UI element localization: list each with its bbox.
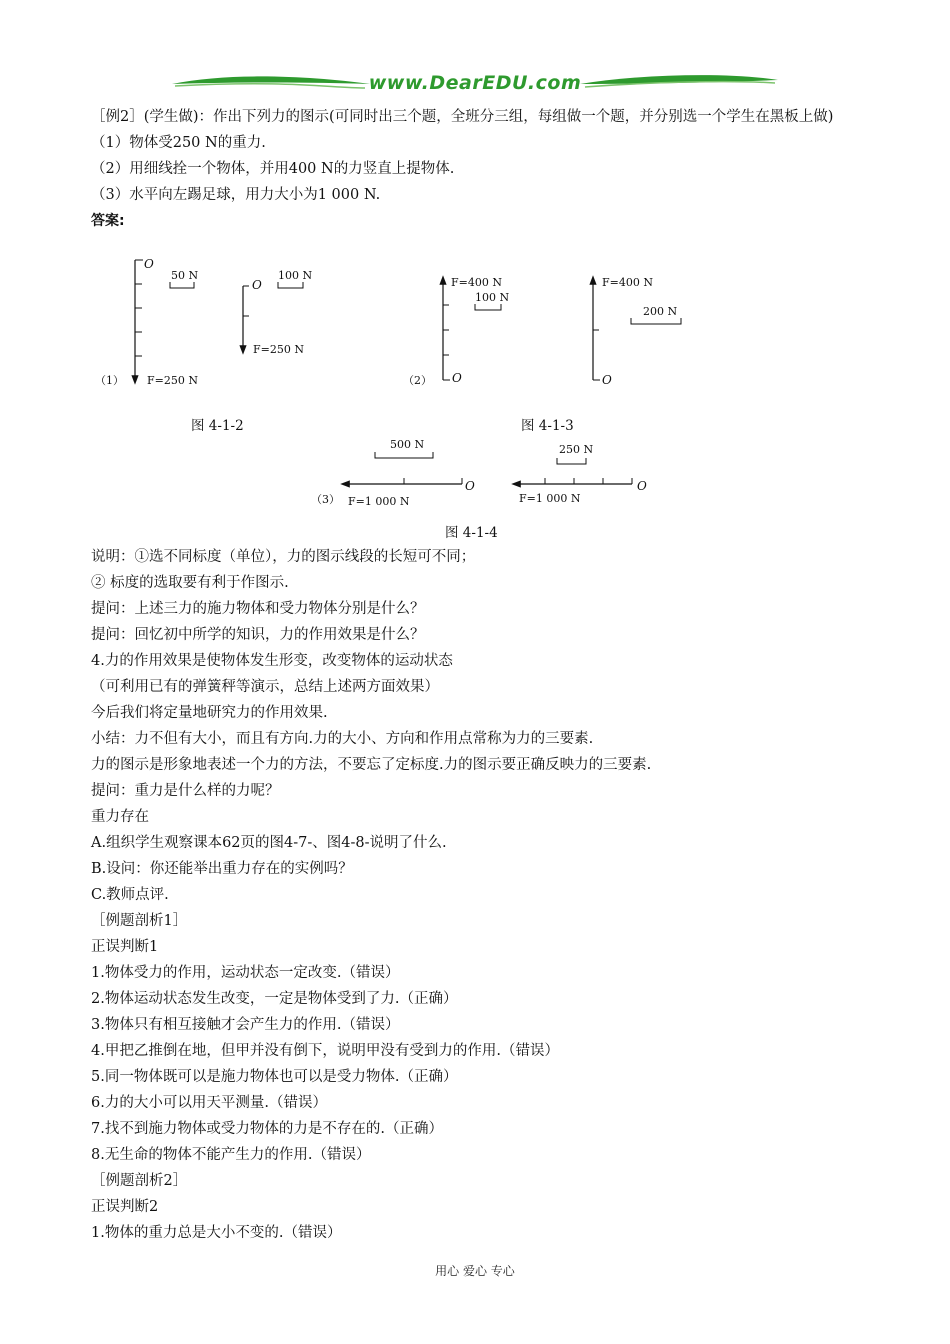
- body-line: A.组织学生观察课本62页的图4-7-、图4-8-说明了什么.: [91, 835, 447, 851]
- force-diagram-svg: [91, 252, 791, 552]
- force-label-1b: F=250 N: [253, 343, 304, 356]
- body-line: 今后我们将定量地研究力的作用效果.: [91, 705, 328, 721]
- force-label-1a: F=250 N: [147, 374, 198, 387]
- body-line: C.教师点评.: [91, 887, 169, 903]
- section-heading: ［例题剖析1］: [91, 913, 188, 929]
- section-heading: ［例题剖析2］: [91, 1173, 188, 1189]
- body-section: [91, 544, 871, 1246]
- list-item: 5.同一物体既可以是施力物体也可以是受力物体.（正确）: [91, 1069, 458, 1085]
- diagram-1a: [95, 257, 198, 387]
- list-item: 1.物体的重力总是大小不变的.（错误）: [91, 1225, 342, 1241]
- question-3: （3）水平向左踢足球，用力大小为1 000 N.: [91, 187, 381, 203]
- intro-section: [91, 104, 871, 234]
- body-line: B.设问：你还能举出重力存在的实例吗？: [91, 861, 353, 877]
- section-heading: 正误判断1: [91, 939, 159, 955]
- caption-fig-4-1-4: 图 4-1-4: [445, 525, 498, 541]
- diagram-2a: [403, 276, 509, 387]
- force-diagrams: [91, 252, 791, 552]
- logo-text: www.DearEDU.com: [368, 72, 582, 94]
- scale-label-100n-1b: 100 N: [278, 269, 313, 282]
- caption-fig-4-1-2: 图 4-1-2: [191, 418, 244, 434]
- force-label-3b: F=1 000 N: [519, 492, 581, 505]
- diagram-2b: [593, 276, 681, 387]
- scale-label-250n: 250 N: [559, 443, 594, 456]
- scale-label-100n-2a: 100 N: [475, 291, 510, 304]
- list-item: 4.甲把乙推倒在地，但甲并没有倒下，说明甲没有受到力的作用.（错误）: [91, 1043, 559, 1059]
- scale-label-500n: 500 N: [390, 438, 425, 451]
- item-label-1: （1）: [95, 374, 124, 387]
- body-line: 提问：上述三力的施力物体和受力物体分别是什么？: [91, 601, 425, 617]
- body-line: 4.力的作用效果是使物体发生形变，改变物体的运动状态: [91, 653, 453, 669]
- example-2-question: ［例2］(学生做)：作出下列力的图示(可同时出三个题，全班分三组，每组做一个题，并分别选一个学生在黑板上做): [91, 109, 834, 125]
- diagram-3a: [311, 438, 475, 508]
- force-label-2b: F=400 N: [602, 276, 653, 289]
- origin-label-2a: O: [452, 371, 462, 385]
- origin-label-1a: O: [144, 257, 154, 271]
- page-footer: 用心 爱心 专心: [435, 1264, 515, 1278]
- item-label-3: （3）: [311, 493, 340, 506]
- body-line: 力的图示是形象地表述一个力的方法，不要忘了定标度.力的图示要正确反映力的三要素.: [91, 757, 652, 773]
- answer-label: 答案:: [91, 213, 125, 229]
- item-label-2: （2）: [403, 374, 432, 387]
- section-heading: 重力存在: [91, 809, 149, 825]
- list-item: 7.找不到施力物体或受力物体的力是不存在的.（正确）: [91, 1121, 443, 1137]
- list-item: 8.无生命的物体不能产生力的作用.（错误）: [91, 1147, 371, 1163]
- list-item: 2.物体运动状态发生改变，一定是物体受到了力.（正确）: [91, 991, 458, 1007]
- diagram-1b: [243, 269, 312, 356]
- body-line: 说明：①选不同标度（单位），力的图示线段的长短可不同；: [91, 549, 476, 565]
- origin-label-3a: O: [465, 479, 475, 493]
- list-item: 1.物体受力的作用，运动状态一定改变.（错误）: [91, 965, 400, 981]
- list-item: 3.物体只有相互接触才会产生力的作用.（错误）: [91, 1017, 400, 1033]
- scale-label-50n: 50 N: [171, 269, 199, 282]
- origin-label-3b: O: [637, 479, 647, 493]
- question-1: （1）物体受250 N的重力.: [91, 135, 266, 151]
- body-line: 提问：重力是什么样的力呢？: [91, 783, 280, 799]
- body-line: 提问：回忆初中所学的知识，力的作用效果是什么？: [91, 627, 425, 643]
- body-line: （可利用已有的弹簧秤等演示，总结上述两方面效果）: [91, 679, 439, 695]
- body-line: 小结：力不但有大小，而且有方向.力的大小、方向和作用点常称为力的三要素.: [91, 731, 594, 747]
- list-item: 6.力的大小可以用天平测量.（错误）: [91, 1095, 327, 1111]
- body-line: ② 标度的选取要有利于作图示.: [91, 575, 289, 591]
- question-2: （2）用细线拴一个物体，并用400 N的力竖直上提物体.: [91, 161, 455, 177]
- scale-label-200n: 200 N: [643, 305, 678, 318]
- force-label-2a: F=400 N: [451, 276, 502, 289]
- section-heading: 正误判断2: [91, 1199, 159, 1215]
- header-logo: [170, 70, 780, 104]
- caption-fig-4-1-3: 图 4-1-3: [521, 418, 574, 434]
- origin-label-1b: O: [252, 278, 262, 292]
- origin-label-2b: O: [602, 373, 612, 387]
- diagram-3b: [516, 443, 647, 505]
- force-label-3a: F=1 000 N: [348, 495, 410, 508]
